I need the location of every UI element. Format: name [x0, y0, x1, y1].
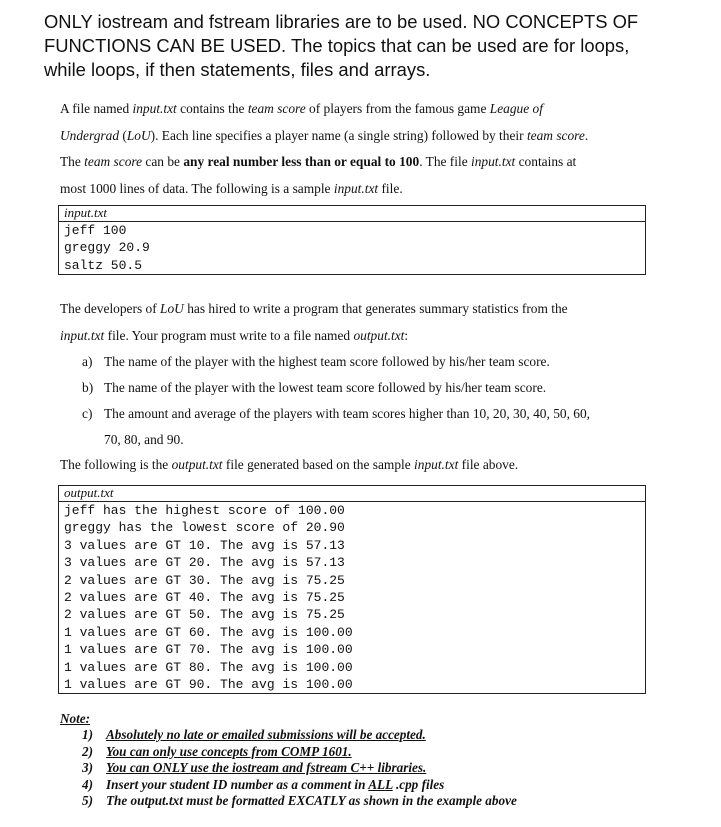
requirement-item: a) The name of the player with the highest team score followed by his/her team score. — [82, 354, 550, 369]
restriction-line-3: while loops, if then statements, files and arrays. — [44, 59, 431, 80]
output-line: 1 values are GT 70. The avg is 100.00 — [64, 642, 353, 658]
note-item: 1) Absolutely no late or emailed submissions will be accepted. — [82, 727, 426, 742]
output-line: 3 values are GT 10. The avg is 57.13 — [64, 537, 345, 553]
output-sample-box — [58, 485, 646, 694]
requirement-item: b) The name of the player with the lowest team score followed by his/her team score. — [82, 380, 547, 395]
output-line: greggy has the lowest score of 20.90 — [64, 520, 345, 536]
input-line: jeff 100 — [64, 223, 127, 238]
output-line: 2 values are GT 40. The avg is 75.25 — [64, 590, 345, 606]
description-line: input.txt file. Your program must write to a file named output.txt: — [60, 327, 409, 343]
note-item: 3) You can ONLY use the iostream and fstream C++ libraries. — [82, 760, 427, 775]
input-sample-box — [58, 205, 646, 275]
input-box-title: input.txt — [59, 206, 645, 222]
description-line: The team score can be any real number less than or equal to 100. The file input.txt contains at — [60, 154, 577, 169]
output-line: 2 values are GT 30. The avg is 75.25 — [64, 572, 345, 588]
note-item: 5) The output.txt must be formatted EXCATLY as shown in the example above — [82, 793, 517, 808]
note-item: 4) Insert your student ID number as a comment in ALL .cpp files — [82, 776, 445, 792]
problem-description — [60, 96, 660, 202]
description-line: Undergrad (LoU). Each line specifies a player name (a single string) followed by their team score. — [60, 127, 589, 143]
description-line: The following is the output.txt file generated based on the sample input.txt file above. — [60, 457, 519, 472]
description-line: most 1000 lines of data. The following is a sample input.txt file. — [60, 180, 403, 196]
output-line: 2 values are GT 50. The avg is 75.25 — [64, 607, 345, 623]
program-description — [60, 296, 660, 349]
output-line: 1 values are GT 90. The avg is 100.00 — [64, 677, 353, 693]
description-line: A file named input.txt contains the team score of players from the famous game League of — [60, 101, 543, 116]
assignment-restrictions — [44, 10, 694, 82]
note-item: 2) You can only use concepts from COMP 1601. — [82, 743, 352, 759]
input-line: greggy 20.9 — [64, 240, 150, 256]
requirement-item: c) The amount and average of the players with team scores higher than 10, 20, 30, 40, 50, 60, — [82, 406, 591, 421]
description-line: The developers of LoU has hired to write a program that generates summary statistics from the — [60, 301, 568, 316]
restriction-line-1: ONLY iostream and fstream libraries are to be used. NO CONCEPTS OF — [44, 11, 639, 32]
notes-title: Note: — [60, 711, 91, 726]
notes-section — [60, 710, 517, 810]
output-line: 1 values are GT 80. The avg is 100.00 — [64, 659, 353, 675]
output-line: 1 values are GT 60. The avg is 100.00 — [64, 624, 353, 640]
output-intro — [60, 452, 660, 479]
input-line: saltz 50.5 — [64, 257, 143, 273]
output-line: 3 values are GT 20. The avg is 57.13 — [64, 555, 345, 571]
requirement-continuation: 70, 80, and 90. — [104, 432, 184, 447]
output-box-title: output.txt — [59, 486, 645, 502]
restriction-line-2: FUNCTIONS CAN BE USED. The topics that can be used are for loops, — [44, 35, 630, 56]
output-line: jeff has the highest score of 100.00 — [64, 503, 345, 518]
requirements-list — [82, 349, 662, 453]
